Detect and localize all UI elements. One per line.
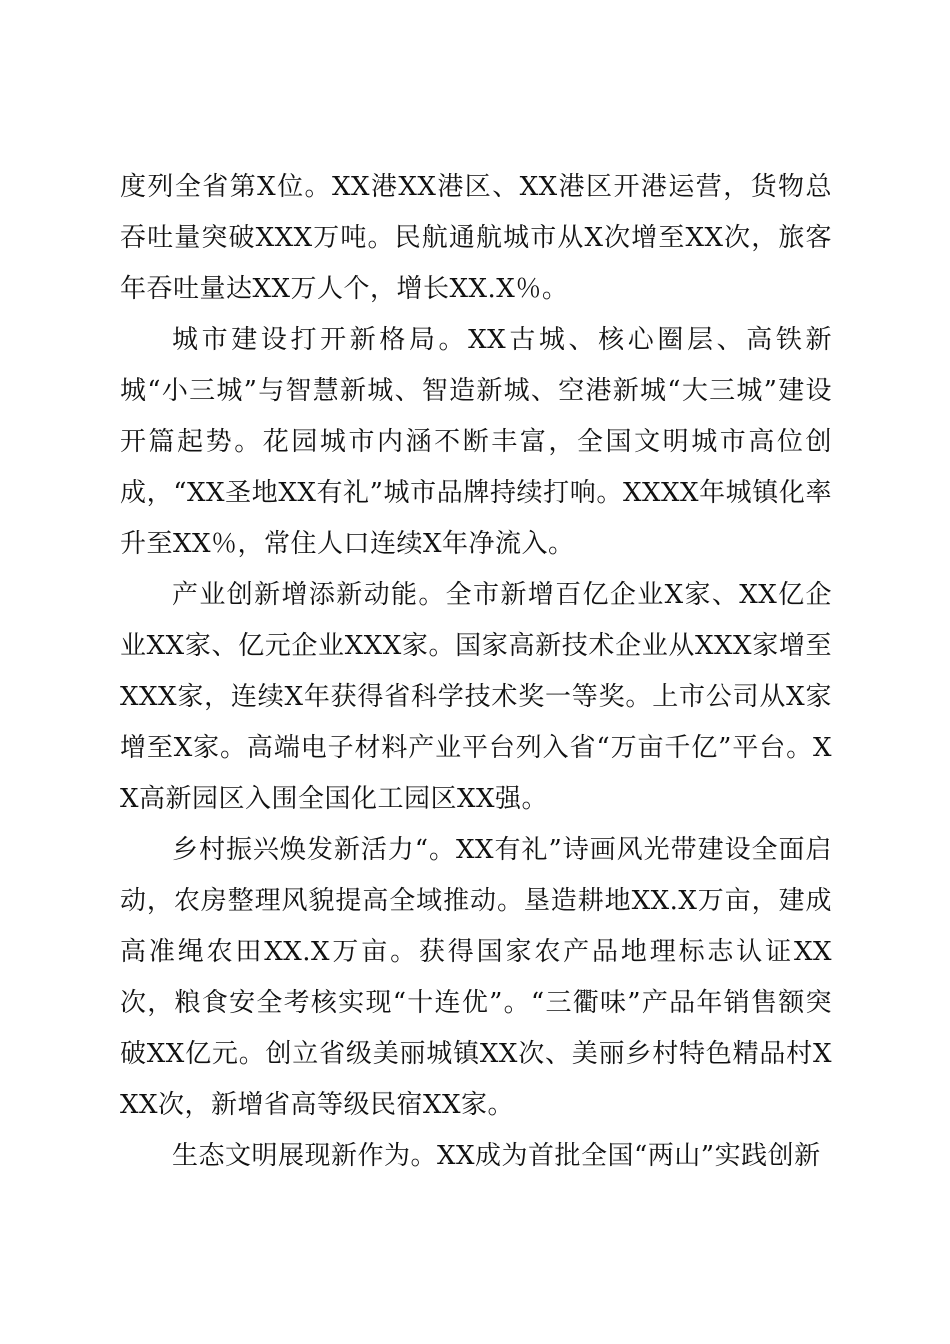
document-body [120, 162, 832, 1182]
paragraph-urban-construction: 城市建设打开新格局。XX古城、核心圈层、高铁新城“小三城”与智慧新城、智造新城、空港新城“大三城”建设开篇起势。花园城市内涵不断丰富，全国文明城市高位创成，“XX圣地XX有礼”城市品牌持续打响。XXXX年城镇化率升至XX％，常住人口连续X年净流入。 [120, 325, 832, 559]
paragraph-rural-revitalization: 乡村振兴焕发新活力“。XX有礼”诗画风光带建设全面启动，农房整理风貌提高全域推动。垦造耕地XX.X万亩，建成高准绳农田XX.X万亩。获得国家农产品地理标志认证XX次，粮食安全考核实现“十连优”。“三衢味”产品年销售额突破XX亿元。创立省级美丽城镇XX次、美丽乡村特色精品村XXX次，新增省高等级民宿XX家。 [120, 835, 832, 1120]
paragraph-continuation: 度列全省第X位。XX港XX港区、XX港区开港运营，货物总吞吐量突破XXX万吨。民航通航城市从X次增至XX次，旅客年吞吐量达XX万人个，增长XX.X％。 [120, 172, 832, 304]
paragraph-industrial-innovation: 产业创新增添新动能。全市新增百亿企业X家、XX亿企业XX家、亿元企业XXX家。国家高新技术企业从XXX家增至XXX家，连续X年获得省科学技术奖一等奖。上市公司从X家增至X家。高端电子材料产业平台列入省“万亩千亿”平台。XX高新园区入围全国化工园区XX强。 [120, 580, 832, 814]
paragraph-ecological-civilization: 生态文明展现新作为。XX成为首批全国“两山”实践创新 [172, 1141, 821, 1171]
